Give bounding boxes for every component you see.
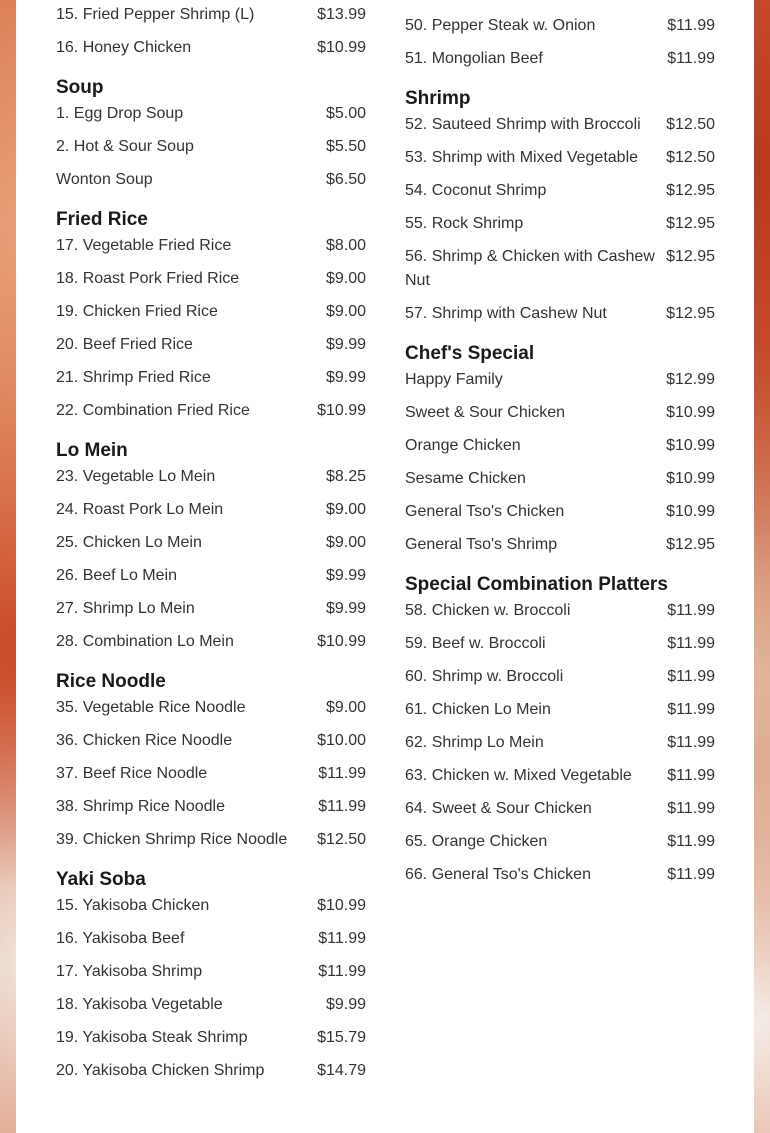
section-title: Chef's Special [405,343,535,364]
menu-section [56,74,366,192]
menu-item-price: $11.99 [667,767,715,784]
menu-item-price: $12.95 [666,182,715,199]
menu-item [56,399,366,423]
menu-item-price: $8.25 [325,468,366,485]
menu-item-name: Wonton Soup [56,171,153,188]
menu-item-name: 38. Shrimp Rice Noodle [56,798,225,815]
menu-item [56,894,366,918]
menu-item [56,366,366,390]
menu-item-name: 2. Hot & Sour Soup [56,138,194,155]
menu-item [56,993,366,1017]
menu-item-name: 15. Yakisoba Chicken [56,897,210,914]
menu-item-name: 16. Yakisoba Beef [56,930,185,947]
menu-item [405,863,715,887]
menu-item [405,434,715,458]
menu-item-name: 63. Chicken w. Mixed Vegetable [405,767,632,784]
menu-item [56,168,366,192]
menu-item-price: $12.99 [666,371,715,388]
menu-item-name: 66. General Tso's Chicken [405,866,591,883]
menu-item-name: 51. Mongolian Beef [405,50,543,67]
menu-item-price: $12.50 [666,149,715,166]
section-title: Fried Rice [56,209,148,230]
menu-item-name: 19. Yakisoba Steak Shrimp [56,1029,248,1046]
menu-item-price: $11.99 [667,602,715,619]
menu-section [56,206,366,423]
menu-item-price: $12.95 [666,536,715,553]
menu-item-name: 35. Vegetable Rice Noodle [56,699,246,716]
menu-item-name: 18. Roast Pork Fried Rice [56,270,240,287]
menu-item-price: $11.99 [318,930,366,947]
menu-item [405,179,715,203]
menu-item-name: 39. Chicken Shrimp Rice Noodle [56,831,288,848]
menu-section [405,85,715,326]
menu-item [405,731,715,755]
menu-item-name: 21. Shrimp Fried Rice [56,369,211,386]
menu-item [405,245,715,293]
menu-item-price: $9.99 [325,996,366,1013]
menu-item-name: Happy Family [405,371,503,388]
menu-item-name: 65. Orange Chicken [405,833,548,850]
section-title: Yaki Soba [56,869,146,890]
menu-item-price: $10.99 [317,402,366,419]
menu-item [56,795,366,819]
menu-item-name: 54. Coconut Shrimp [405,182,547,199]
menu-item [405,212,715,236]
menu-item [405,368,715,392]
menu-item-price: $13.99 [317,6,366,23]
menu-item [56,597,366,621]
menu-item-name: General Tso's Chicken [405,503,565,520]
menu-item-name: Sweet & Sour Chicken [405,404,566,421]
menu-item-price: $11.99 [667,734,715,751]
menu-item-price: $11.99 [667,635,715,652]
menu-item-price: $11.99 [667,668,715,685]
menu-item-price: $11.99 [318,798,366,815]
menu-column-right [405,14,715,901]
menu-item-name: 58. Chicken w. Broccoli [405,602,571,619]
section-title: Rice Noodle [56,671,166,692]
menu-item [56,531,366,555]
menu-item [405,797,715,821]
menu-item-name: 28. Combination Lo Mein [56,633,234,650]
menu-item-price: $10.99 [666,404,715,421]
menu-item-name: Sesame Chicken [405,470,526,487]
menu-item [56,234,366,258]
menu-item [405,830,715,854]
menu-column-left [56,3,366,1097]
menu-item-name: 50. Pepper Steak w. Onion [405,17,596,34]
menu-item-price: $10.99 [317,39,366,56]
menu-item-name: 20. Yakisoba Chicken Shrimp [56,1062,265,1079]
menu-item [405,47,715,71]
menu-item-name: 53. Shrimp with Mixed Vegetable [405,149,639,166]
menu-item [56,1026,366,1050]
menu-item [405,401,715,425]
menu-item-name: 57. Shrimp with Cashew Nut [405,305,607,322]
menu-item [405,665,715,689]
menu-item-price: $11.99 [318,765,366,782]
menu-item [405,764,715,788]
menu-item-price: $10.00 [317,732,366,749]
menu-item-price: $5.00 [325,105,366,122]
menu-item-price: $11.99 [667,17,715,34]
menu-item [56,696,366,720]
menu-item-price: $9.00 [325,270,366,287]
menu-item-name: 24. Roast Pork Lo Mein [56,501,224,518]
menu-item [56,267,366,291]
menu-item-name: 23. Vegetable Lo Mein [56,468,216,485]
menu-item-name: 37. Beef Rice Noodle [56,765,208,782]
menu-item-price: $9.00 [325,534,366,551]
menu-section [405,14,715,71]
menu-item [56,564,366,588]
menu-item [405,467,715,491]
menu-item [56,762,366,786]
menu-item-name: 60. Shrimp w. Broccoli [405,668,564,685]
menu-item-name: 17. Vegetable Fried Rice [56,237,232,254]
menu-item [405,632,715,656]
menu-item-name: 52. Sauteed Shrimp with Broccoli [405,116,641,133]
menu-item-price: $9.99 [325,336,366,353]
menu-item [56,102,366,126]
menu-item-name: 20. Beef Fried Rice [56,336,193,353]
menu-section [56,866,366,1083]
menu-item-price: $8.00 [325,237,366,254]
menu-item-name: General Tso's Shrimp [405,536,558,553]
section-title: Lo Mein [56,440,128,461]
menu-item [56,36,366,60]
menu-item [56,960,366,984]
menu-item [405,14,715,38]
menu-item-price: $5.50 [325,138,366,155]
menu-item-price: $11.99 [667,50,715,67]
menu-item-price: $9.00 [325,303,366,320]
menu-item-name: 36. Chicken Rice Noodle [56,732,233,749]
menu-item [405,533,715,557]
menu-item-price: $11.99 [667,833,715,850]
menu-item [405,500,715,524]
menu-item-name: 18. Yakisoba Vegetable [56,996,223,1013]
menu-item-price: $12.95 [666,305,715,322]
menu-item [405,113,715,137]
menu-item-price: $15.79 [317,1029,366,1046]
menu-section [56,437,366,654]
menu-item-price: $11.99 [667,800,715,817]
menu-item-price: $10.99 [666,503,715,520]
menu-item-name: 55. Rock Shrimp [405,215,524,232]
menu-item-name: 59. Beef w. Broccoli [405,635,546,652]
menu-item-price: $9.99 [325,600,366,617]
menu-item [56,498,366,522]
menu-item [405,146,715,170]
menu-item-price: $9.99 [325,369,366,386]
menu-item-name: 1. Egg Drop Soup [56,105,184,122]
menu-item [56,465,366,489]
menu-item-price: $10.99 [666,437,715,454]
menu-item-price: $11.99 [667,701,715,718]
menu-item [56,333,366,357]
menu-item-price: $9.99 [325,567,366,584]
menu-item-name: 62. Shrimp Lo Mein [405,734,544,751]
menu-item-name: 15. Fried Pepper Shrimp (L) [56,6,255,23]
menu-section [56,668,366,852]
menu-item-price: $6.50 [325,171,366,188]
menu-section [405,340,715,557]
menu-item [405,599,715,623]
menu-item-price: $10.99 [317,897,366,914]
menu-panel [16,0,754,1133]
menu-item-price: $12.95 [666,248,715,265]
menu-item-price: $10.99 [666,470,715,487]
menu-item-price: $9.00 [325,501,366,518]
menu-item-price: $11.99 [318,963,366,980]
menu-item [405,302,715,326]
menu-item [56,3,366,27]
menu-item [56,135,366,159]
menu-item-name: 16. Honey Chicken [56,39,192,56]
menu-item [56,828,366,852]
menu-item [56,1059,366,1083]
menu-item-price: $9.00 [325,699,366,716]
menu-item-price: $12.50 [666,116,715,133]
menu-item-name: 26. Beef Lo Mein [56,567,177,584]
menu-item-price: $14.79 [317,1062,366,1079]
menu-item-name: 64. Sweet & Sour Chicken [405,800,592,817]
menu-item-name: 22. Combination Fried Rice [56,402,250,419]
menu-item-name: 27. Shrimp Lo Mein [56,600,195,617]
menu-item [405,698,715,722]
menu-item-price: $12.95 [666,215,715,232]
menu-item [56,729,366,753]
menu-item-price: $10.99 [317,633,366,650]
menu-section [56,3,366,60]
menu-item-name: Orange Chicken [405,437,521,454]
menu-item-name: 56. Shrimp & Chicken with Cashew Nut [405,248,655,289]
menu-item [56,630,366,654]
section-title: Shrimp [405,88,471,109]
section-title: Soup [56,77,104,98]
menu-item-name: 19. Chicken Fried Rice [56,303,218,320]
menu-item-name: 25. Chicken Lo Mein [56,534,202,551]
menu-item-name: 17. Yakisoba Shrimp [56,963,203,980]
menu-item [56,927,366,951]
menu-item [56,300,366,324]
menu-section [405,571,715,887]
menu-item-price: $11.99 [667,866,715,883]
menu-item-name: 61. Chicken Lo Mein [405,701,551,718]
menu-item-price: $12.50 [317,831,366,848]
section-title: Special Combination Platters [405,574,668,595]
